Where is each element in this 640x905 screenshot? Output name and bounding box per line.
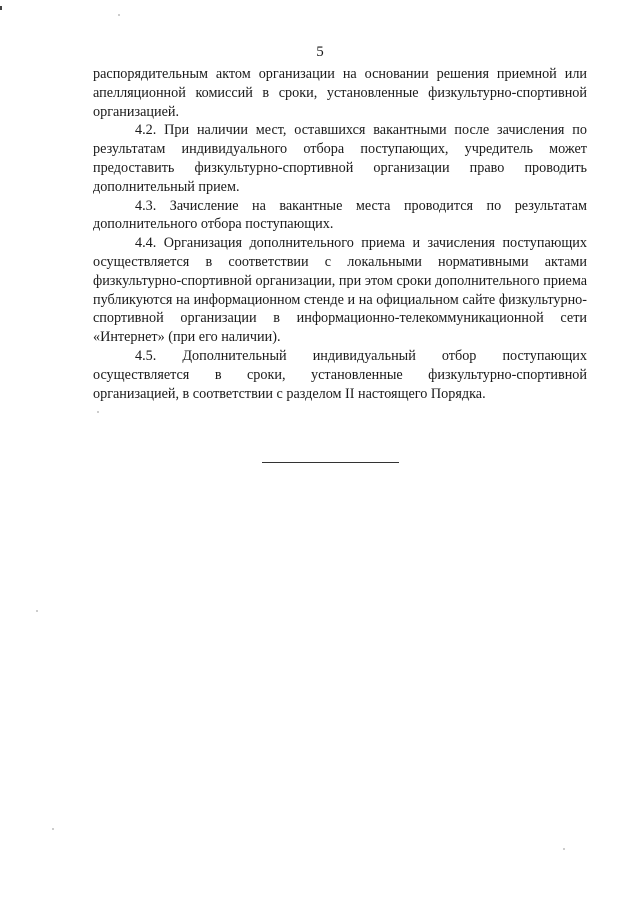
scan-speck [563, 848, 565, 850]
paragraph-4-3: 4.3. Зачисление на вакантные места проводится по результатам дополнительного отбора поступающих. [93, 197, 587, 233]
scan-speck [118, 14, 120, 16]
paragraph-4-5: 4.5. Дополнительный индивидуальный отбор поступающих осуществляется в сроки, установленные физкультурно-спортивной организацией, в соответствии с разделом II настоящего Порядка. [93, 347, 587, 402]
scan-speck [52, 828, 54, 830]
paragraph-4-4: 4.4. Организация дополнительного приема и зачисления поступающих осуществляется в соответствии с локальными нормативными актами физкультурно-спортивной организации, при этом сроки дополнительного приема публикуются на информационном стенде и на официальном сайте физкультурно-спортивной организации в информационно-телекоммуникационной сети «Интернет» (при его наличии). [93, 235, 587, 346]
page-number: 5 [316, 44, 324, 60]
paragraph-4-2: 4.2. При наличии мест, оставшихся вакантными после зачисления по результатам индивидуального отбора поступающих, учредитель может предоставить физкультурно-спортивной организации право проводить дополнительный прием. [93, 122, 587, 195]
scan-speck [97, 411, 99, 413]
document-body [93, 65, 587, 403]
scan-mark [0, 6, 2, 10]
paragraph-continuation: распорядительным актом организации на основании решения приемной или апелляционной комиссий в сроки, установленные физкультурно-спортивной организацией. [93, 66, 587, 120]
scan-speck [36, 610, 38, 612]
end-divider-line [262, 462, 399, 463]
